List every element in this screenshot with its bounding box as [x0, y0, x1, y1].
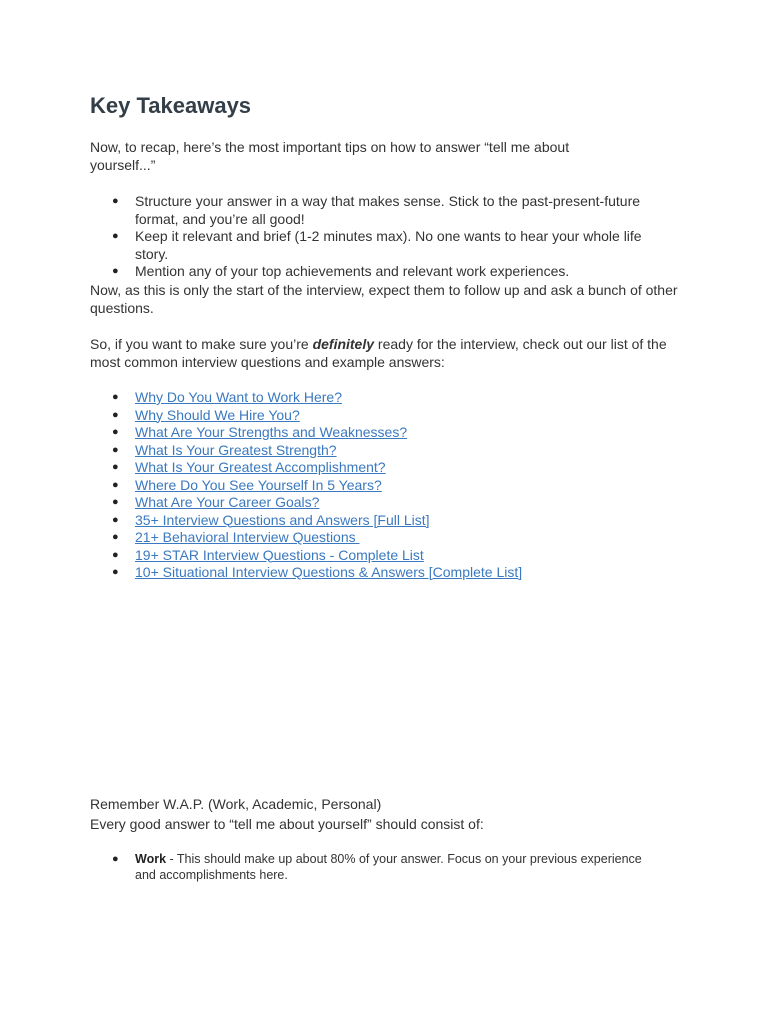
bullet-icon: ●	[112, 531, 119, 543]
emphasis-text: definitely	[312, 336, 375, 352]
link-five-years[interactable]: Where Do You See Yourself In 5 Years?	[135, 476, 382, 493]
list-item	[90, 263, 660, 281]
bullet-icon: ●	[112, 513, 119, 526]
link-strengths-weaknesses[interactable]: What Are Your Strengths and Weaknesses?	[135, 424, 408, 440]
list-item	[90, 442, 670, 460]
list-item	[90, 564, 670, 582]
link-interview-questions[interactable]: 35+ Interview Questions and Answers [Full List]	[135, 511, 430, 528]
tips-list	[90, 193, 670, 281]
link-behavioral-questions[interactable]: 21+ Behavioral Interview Questions	[135, 529, 360, 545]
bullet-icon: ●	[112, 391, 119, 403]
tip-text: Mention any of your top achievements and relevant work experiences.	[135, 263, 570, 279]
list-item	[90, 494, 670, 512]
list-item	[90, 407, 670, 425]
bullet-icon: ●	[112, 408, 119, 421]
bullet-icon: ●	[112, 265, 119, 277]
bullet-icon: ●	[112, 548, 119, 561]
bullet-icon: ●	[112, 478, 119, 491]
list-item	[90, 512, 670, 530]
bullet-icon: ●	[112, 853, 119, 865]
link-greatest-strength[interactable]: What Is Your Greatest Strength?	[135, 441, 337, 458]
questions-intro-text-end: ready for the interview, check out our list of the most common interview questions and example answers:	[90, 336, 667, 370]
wap-list	[90, 851, 670, 883]
list-item	[90, 547, 670, 565]
tip-text: Keep it relevant and brief (1-2 minutes max). No one wants to hear your whole life story.	[135, 228, 642, 262]
questions-intro-text: So, if you want to make sure you’re	[90, 336, 313, 352]
wap-description: - This should make up about 80% of your answer. Focus on your previous experience and accomplishments here.	[135, 852, 642, 882]
list-item	[90, 477, 670, 495]
wap-heading: Remember W.A.P. (Work, Academic, Personal)	[90, 796, 382, 812]
bullet-icon: ●	[112, 426, 119, 438]
link-situational-questions[interactable]: 10+ Situational Interview Questions & Answers [Complete List]	[135, 564, 523, 580]
list-item	[90, 459, 670, 477]
list-item	[90, 228, 660, 263]
bullet-icon: ●	[112, 195, 119, 207]
bullet-icon: ●	[112, 461, 119, 473]
question-links-list	[90, 389, 670, 582]
bullet-icon: ●	[112, 496, 119, 508]
list-item	[90, 424, 670, 442]
list-item	[90, 529, 670, 547]
intro-paragraph: Now, to recap, here’s the most important tips on how to answer “tell me about yourself...”	[90, 139, 570, 173]
list-item	[90, 193, 660, 228]
bullet-icon: ●	[112, 566, 119, 578]
link-career-goals[interactable]: What Are Your Career Goals?	[135, 494, 320, 510]
wap-intro: Every good answer to “tell me about yourself” should consist of:	[90, 816, 484, 832]
questions-intro-paragraph	[90, 336, 680, 371]
list-item	[90, 851, 645, 883]
page-title: Key Takeaways	[90, 93, 252, 118]
link-star-questions[interactable]: 19+ STAR Interview Questions - Complete List	[135, 546, 424, 563]
bullet-icon: ●	[112, 443, 119, 456]
wap-term: Work	[135, 852, 167, 866]
link-greatest-accomplishment[interactable]: What Is Your Greatest Accomplishment?	[135, 459, 386, 475]
list-item	[90, 389, 670, 407]
link-why-work-here[interactable]: Why Do You Want to Work Here?	[135, 389, 342, 405]
tip-text: Structure your answer in a way that makes sense. Stick to the past-present-future format, and you’re all good!	[135, 193, 641, 227]
link-why-hire-you[interactable]: Why Should We Hire You?	[135, 406, 300, 423]
follow-up-paragraph: Now, as this is only the start of the interview, expect them to follow up and ask a bunch of other questions.	[90, 282, 678, 316]
bullet-icon: ●	[112, 230, 119, 242]
